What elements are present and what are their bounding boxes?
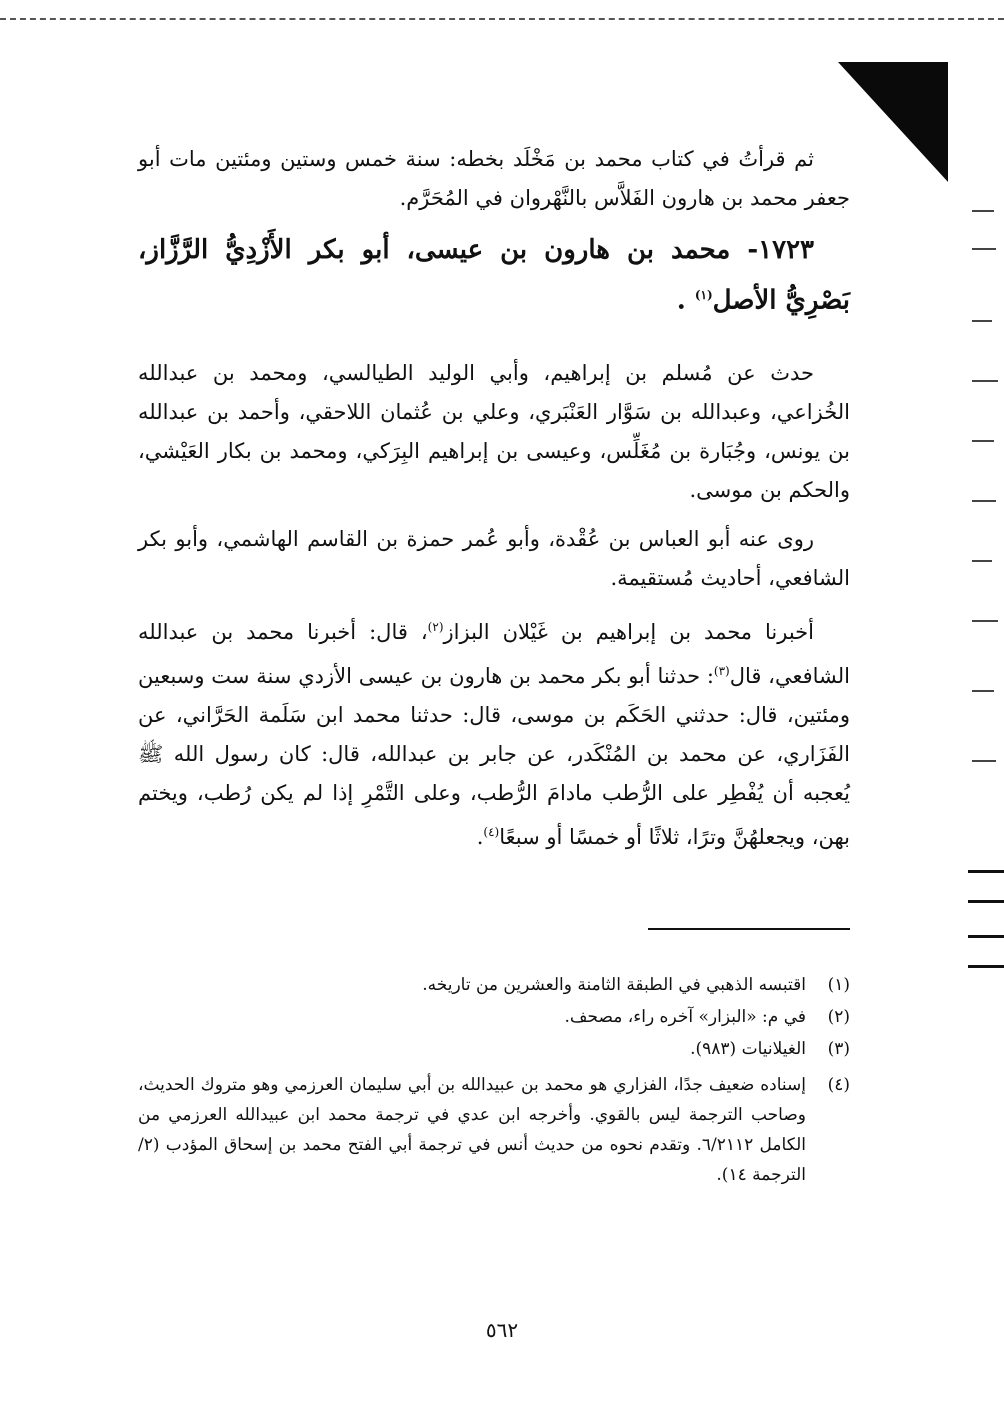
footnote-text: في م: «البزار» آخره راء، مصحف. [564, 1007, 806, 1027]
students-paragraph: روى عنه أبو العباس بن عُقْدة، وأبو عُمر حمزة بن القاسم الهاشمي، وأبو بكر الشافعي، أحاديث مُستقيمة. [138, 526, 850, 590]
scan-edge-top [0, 18, 1004, 20]
footnote-item [138, 1002, 850, 1032]
footnote-number: (٤) [827, 1075, 850, 1095]
entry-title: ١٧٢٣- محمد بن هارون بن عيسى، أبو بكر الأَزْدِيُّ الرَّزَّاز، بَصْرِيُّ الأصل [138, 235, 850, 316]
footnote-ref: (٤) [483, 824, 500, 839]
edge-line [968, 900, 1004, 903]
footnote-ref: (٢) [427, 619, 444, 634]
edge-line [968, 935, 1004, 938]
edge-line [968, 870, 1004, 873]
hadith-text-c: : حدثنا أبو بكر محمد بن هارون بن عيسى الأزدي سنة ست وسبعين ومئتين، قال: حدثني الحَكَم بن موسى، قال: حدثنا محمد ابن سَلَمة الحَرَّاني، عن الفَزَاري، عن محمد بن المُنْكَدر، عن جابر بن عبدالله، قال: كان رسول الله ﷺ يُعجبه أن يُفْطِر على الرُّطب مادامَ الرُّطب، وعلى التَّمْرِ إذا لم يكن رُطب، ويختم بهن، ويجعلهُنَّ وترًا، ثلاثًا أو خمسًا أو سبعًا [138, 663, 850, 849]
footnote-ref: (١) [694, 288, 713, 302]
scan-edge-right [968, 0, 1004, 1415]
hadith-text-a: أخبرنا محمد بن إبراهيم بن غَيْلان البزاز [443, 619, 814, 644]
page-content [138, 140, 850, 867]
edge-mark [972, 620, 998, 622]
footnote-item [138, 970, 850, 1000]
edge-mark [972, 760, 996, 762]
footnote-item [138, 1070, 850, 1190]
footnote-number: (٣) [827, 1039, 850, 1059]
hadith-text-b: ، قال: أخبرنا محمد بن عبدالله الشافعي، قال [138, 619, 851, 688]
teachers-paragraph: حدث عن مُسلم بن إبراهيم، وأبي الوليد الطيالسي، ومحمد بن عبدالله الخُزاعي، وعبدالله بن سَوَّار العَنْبَري، وعلي بن عُثمان اللاحقي، وأحمد بن عبدالله بن يونس، وجُبَارة بن مُغَلِّس، وعيسى بن إبراهيم البِرَكي، ومحمد بن بكار العَيْشي، والحكم بن موسى. [138, 360, 850, 502]
footnote-number: (١) [827, 975, 850, 995]
edge-mark [972, 690, 994, 692]
footnote-text: إسناده ضعيف جدًا، الفزاري هو محمد بن عبيدالله بن أبي سليمان العرزمي وهو متروك الحديث، وصاحب الترجمة ليس بالقوي. وأخرجه ابن عدي في ترجمة محمد ابن عبيدالله العرزمي من الكامل ٦/٢١١٢. وتقدم نحوه من حديث أنس في ترجمة أبي الفتح محمد بن إسحاق المؤدب (٢/الترجمة ١٤). [138, 1075, 807, 1185]
hadith-paragraph [138, 608, 850, 857]
footnote-number: (٢) [827, 1007, 850, 1027]
edge-mark [972, 248, 996, 250]
entry-heading: ١٧٢٣- محمد بن هارون بن عيسى، أبو بكر الأَزْدِيُّ الرَّزَّاز، بَصْرِيُّ الأصل$^{(١)}$ . [138, 235, 850, 316]
intro-paragraph: ثم قرأتُ في كتاب محمد بن مَخْلَد بخطه: سنة خمس وستين ومئتين مات أبو جعفر محمد بن هارون الفَلاَّس بالنَّهْروان في المُحَرَّم. [138, 147, 850, 210]
edge-mark [972, 380, 998, 382]
hadith-end: . [476, 824, 484, 849]
corner-marker [838, 62, 948, 182]
footnote-text: اقتبسه الذهبي في الطبقة الثامنة والعشرين من تاريخه. [422, 975, 806, 995]
footnote-item [138, 1034, 850, 1064]
footnote-divider [648, 928, 850, 930]
edge-mark [972, 500, 996, 502]
edge-mark [972, 560, 992, 562]
footnotes [138, 970, 850, 1192]
edge-mark [972, 440, 994, 442]
page-number: ٥٦٢ [485, 1318, 519, 1342]
footnote-text: الغيلانيات (٩٨٣). [690, 1039, 806, 1059]
edge-mark [972, 210, 994, 212]
footnote-ref: (٣) [713, 663, 730, 678]
edge-line [968, 965, 1004, 968]
edge-mark [972, 320, 992, 322]
